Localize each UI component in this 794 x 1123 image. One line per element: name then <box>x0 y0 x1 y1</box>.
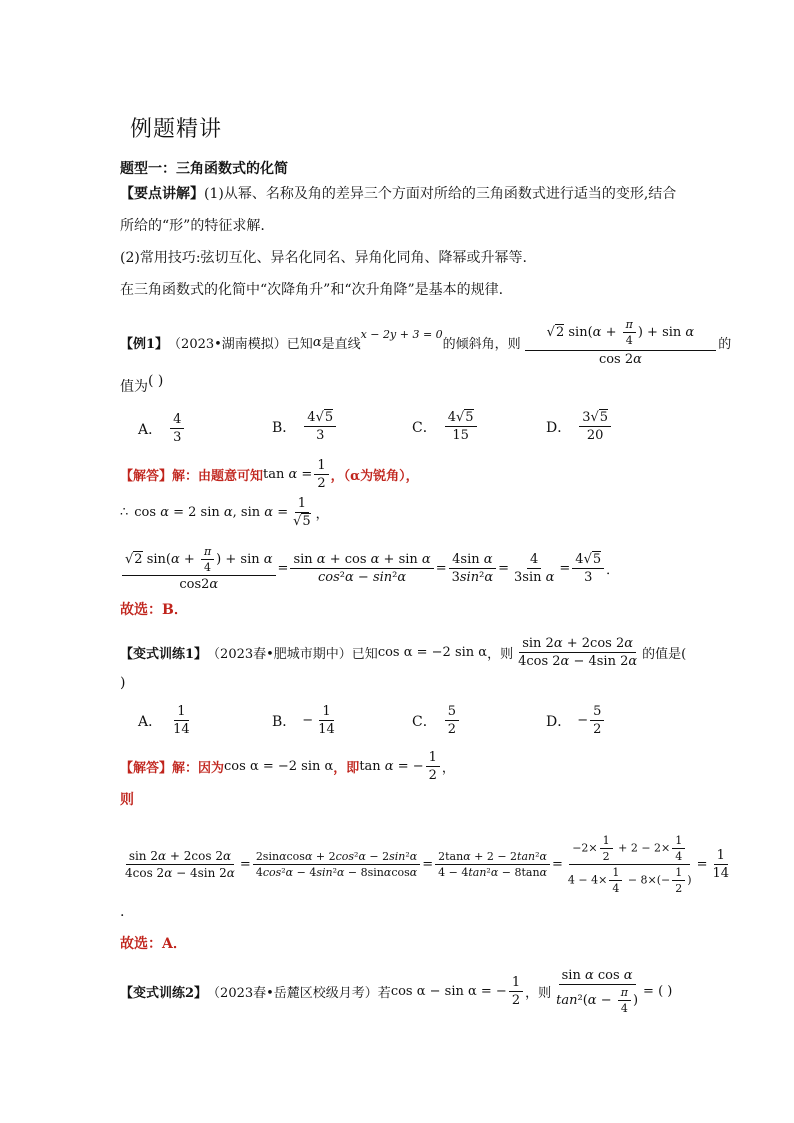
example-1-expression: √2 sin(α + $\frac{\pi}{4}$ ) + sin α cos 2α <box>525 318 717 367</box>
variant-1-end-dot: . <box>120 904 125 920</box>
example-1-question: 【例1】 （2023•湖南模拟）已知 α 是直线 x − 2y + 3 = 0 的倾斜角，则 √2 sin(α + $\frac{\pi}{4}$ ) + sin α cos 2α 的 <box>120 318 732 367</box>
variant-1-choice: 故选：A． <box>120 936 187 952</box>
key-points-line-1: 【要点讲解】(1)从幂、名称及角的差异三个方面对所给的三角函数式进行适当的变形,结合 <box>120 186 677 202</box>
variant-1-then: 则 <box>120 792 134 808</box>
key-points-line-3: (2)常用技巧:弦切互化、异名化同名、异角化同角、降幂或升幂等. <box>120 250 527 266</box>
variant-1-option-b: B． − $\frac{1}{14}$ <box>272 704 335 737</box>
example-1-choice: 故选：B． <box>120 602 188 618</box>
variant-1-answer-line-1: 【解答】 解：因为 cos α = −2 sin α ，即 tan α = − $\frac{1}{2}$ ， <box>120 750 455 783</box>
example-1-option-c: C． $\frac{4√5}{15}$ <box>412 410 479 443</box>
variant-1-question-tail: ) <box>120 675 126 691</box>
example-1-answer-line-1: 【解答】 解：由题意可知 tan α = $\frac{1}{2}$ ，（α为锐角）， <box>120 458 419 491</box>
key-points-line-4: 在三角函数式的化简中“次降角升”和“次升角降”是基本的规律. <box>120 282 504 298</box>
variant-1-option-c: C． $\frac{5}{2}$ <box>412 704 461 737</box>
key-points-label: 【要点讲解】 <box>120 186 204 202</box>
example-1-answer-derivation: √2 sin(α + $\frac{\pi}{4}$ ) + sin α cos2α = $\frac{\text{sin α + cos α + sin α}}{\text{cos²α − sin²α}}$ = $\frac{\text{4sin α}}{\text{3sin²α}}$ = $\frac{4}{\text{3sin α}}$ = $\frac{4√5}{3}$ ． <box>120 545 619 592</box>
variant-1-option-a: A． $\frac{1}{14}$ <box>138 704 190 737</box>
example-1-option-b: B． $\frac{4√5}{3}$ <box>272 410 338 443</box>
variant-1-option-d: D． − $\frac{5}{2}$ <box>546 704 606 737</box>
key-points-line-2: 所给的“形”的特征求解. <box>120 218 265 234</box>
topic-heading: 题型一：三角函数式的化简 <box>120 161 288 177</box>
variant-1-answer-derivation: $\frac{\sin 2\alpha + 2\cos 2\alpha}{4\cos 2\alpha - 4\sin 2\alpha}$ = $\frac{\text{2sinαcosα + 2cos²α − 2sin²α}}{\text{4cos²α − 4sin²α − 8sinαcosα}}$ = $\frac{\text{2tanα + 2 − 2tan²α}}{\text{4 − 4tan²α − 8tanα}}$ = −2× $\frac{1}{2}$ + 2 − 2× $\frac{1}{4}$ 4 − 4× $\frac{1}{4}$ − 8×(− $\frac{1}{2}$ ) = $\frac{1}{14}$ <box>125 834 730 895</box>
example-1-question-tail: 值为( ) <box>120 373 164 395</box>
answer-label: 【解答】 <box>120 469 173 484</box>
example-1-option-a: A． $\frac{4}{3}$ <box>138 412 186 445</box>
variant-2-question: 【变式训练2】 （2023春•岳麓区校级月考）若 cos α − sin α = − $\frac{1}{2}$ ，则 sin α cos α tan²(α − $\frac{\pi}{4}$ ) = ( ) <box>120 968 673 1015</box>
page-title: 例题精讲 <box>130 117 223 142</box>
example-1-answer-line-2: ∴ cos α = 2 sin α, sin α = $\frac{1}{√5}$ ， <box>120 496 329 529</box>
example-1-option-d: D． $\frac{3√5}{20}$ <box>546 410 613 443</box>
variant-1-question: 【变式训练1】 （2023春•肥城市期中）已知 cos α = −2 sin α ，则 $\frac{\sin 2\alpha + 2\cos 2\alpha}{4\cos 2\alpha - 4\sin 2\alpha}$ 的值是( <box>120 636 687 669</box>
